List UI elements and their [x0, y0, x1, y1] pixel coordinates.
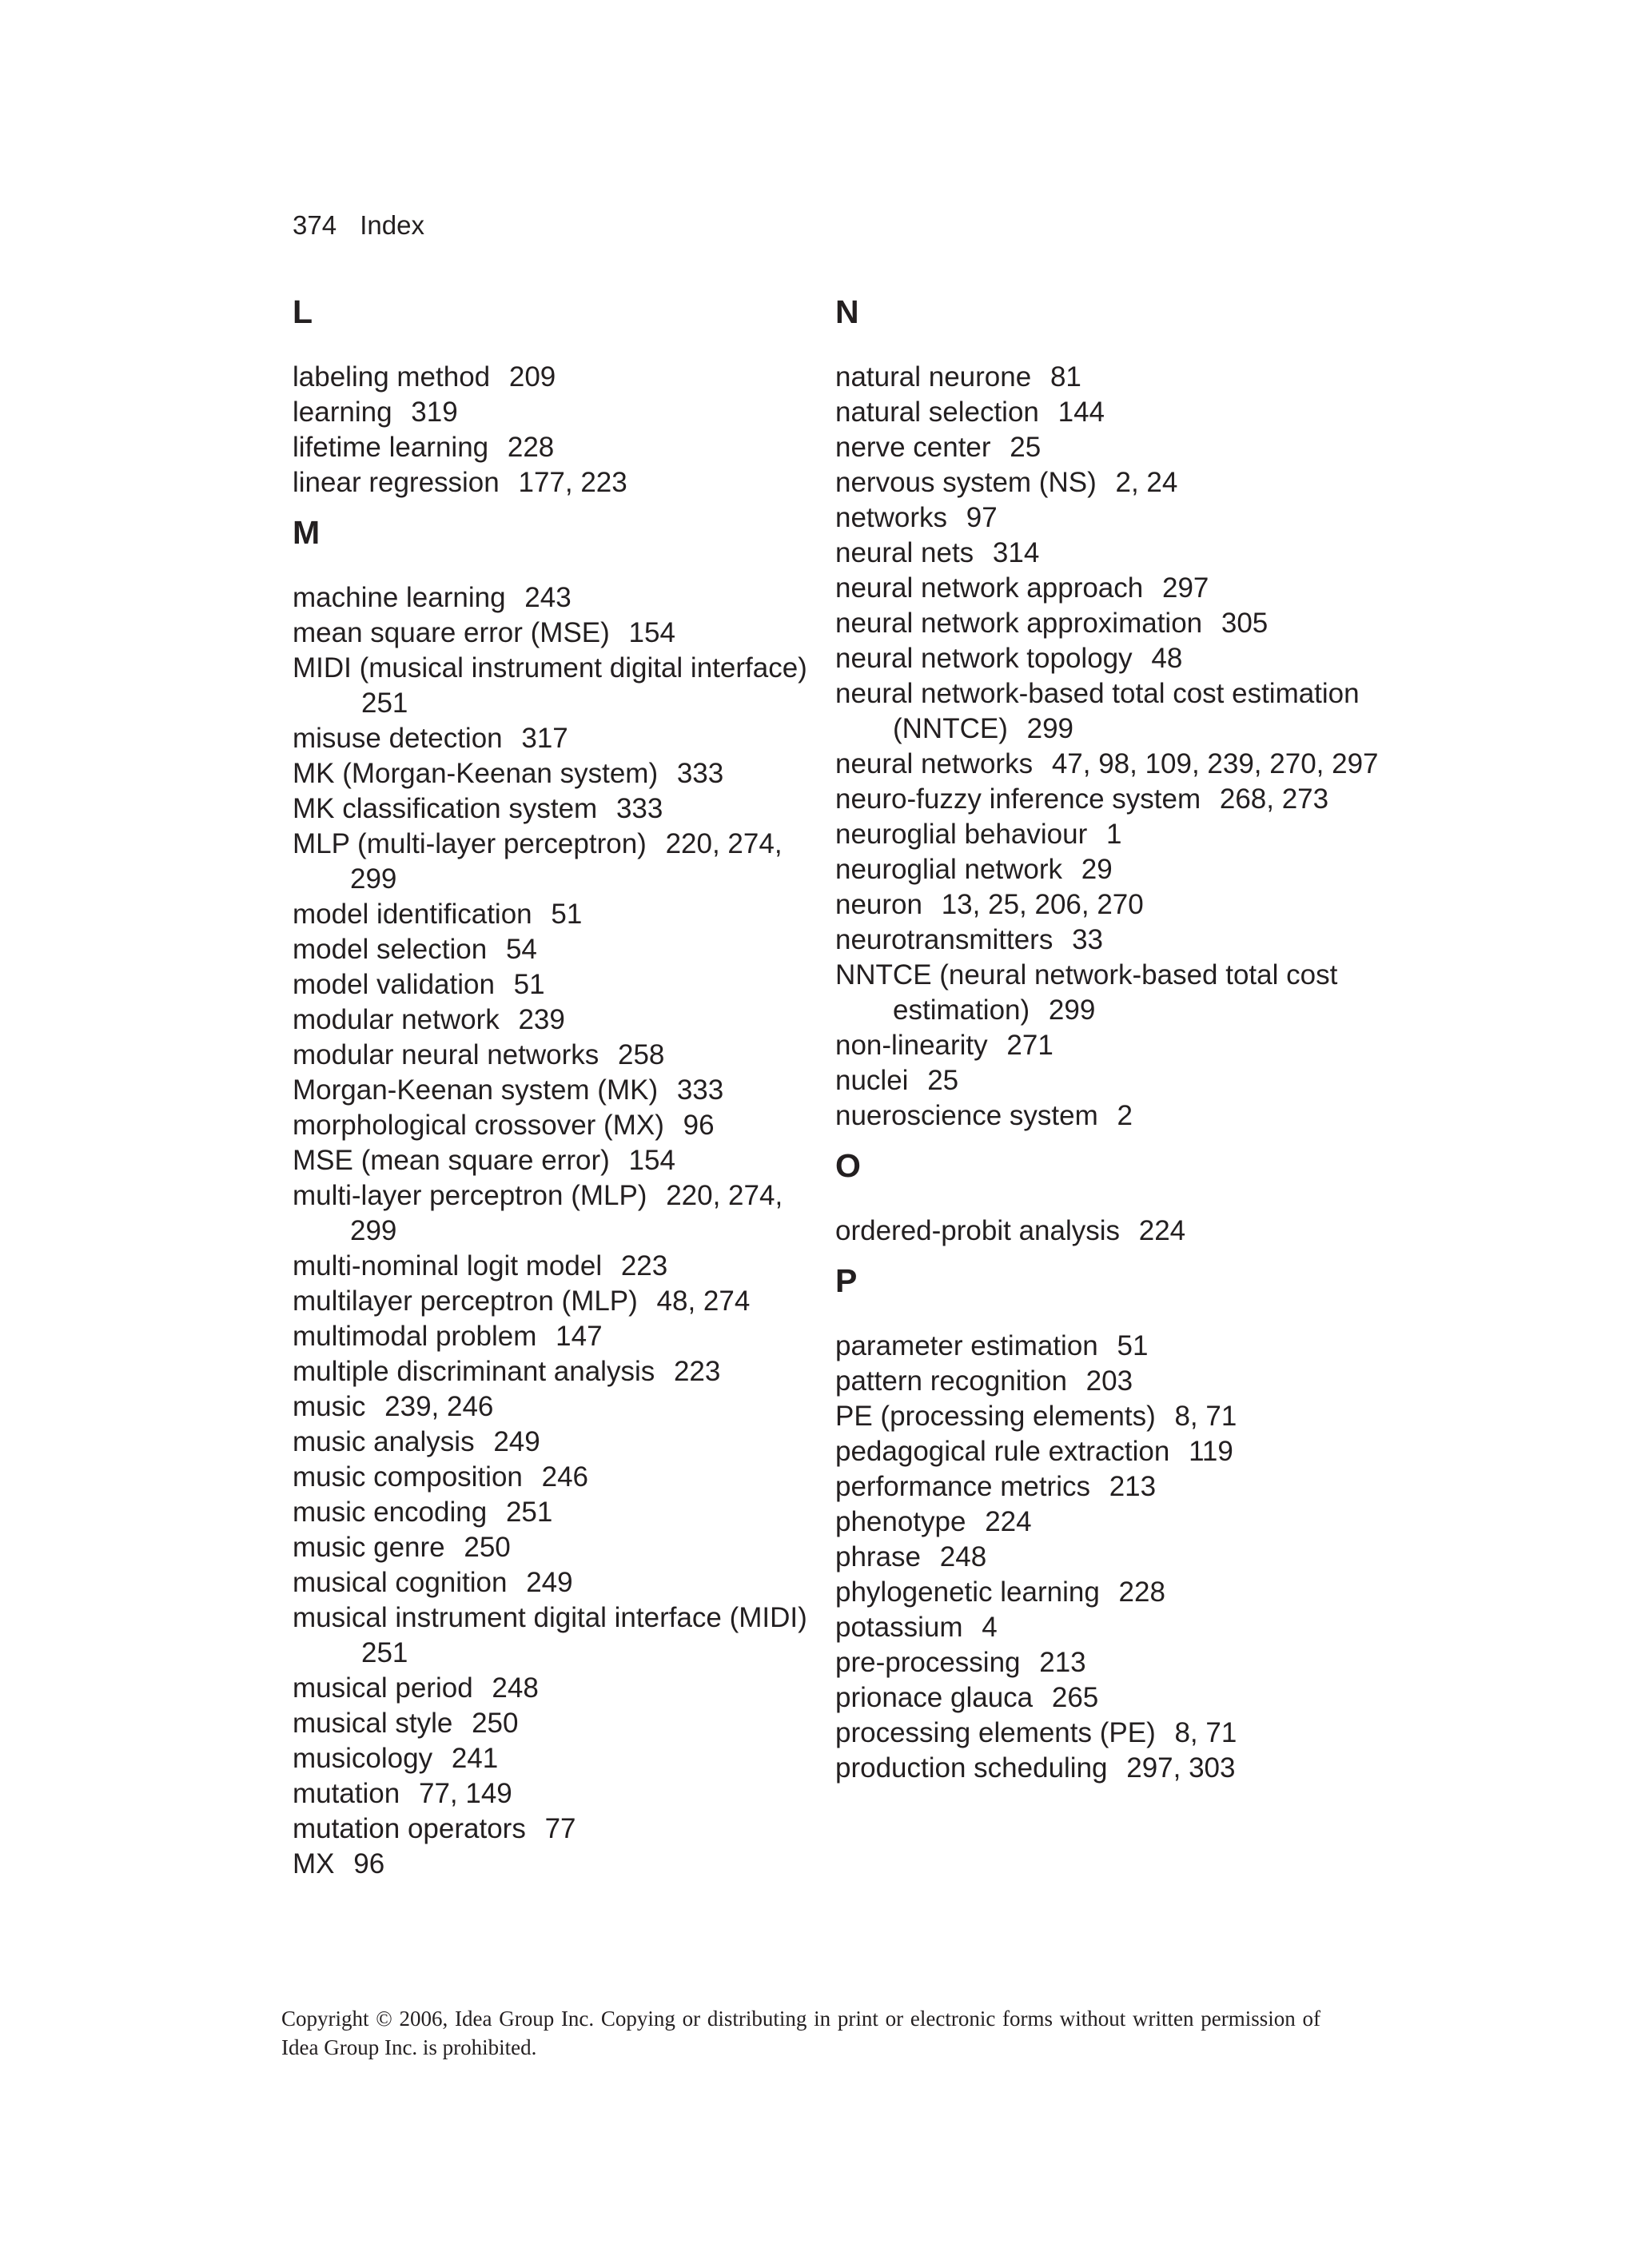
index-term: machine learning — [293, 582, 506, 613]
page-references: 51 — [1117, 1330, 1149, 1361]
index-entry — [293, 932, 820, 967]
index-term: PE (processing elements) — [835, 1401, 1156, 1432]
page-references: 299 — [1026, 713, 1074, 744]
index-term: music encoding — [293, 1497, 488, 1528]
index-entry — [835, 1399, 1387, 1434]
index-term: nerve center — [835, 432, 991, 463]
index-term: performance metrics — [835, 1471, 1090, 1502]
index-term: neural nets — [835, 537, 974, 568]
page-references: 220, 274, 299 — [350, 828, 783, 895]
index-term: multimodal problem — [293, 1321, 537, 1352]
page-references: 268, 273 — [1219, 783, 1329, 815]
index-entry — [835, 606, 1387, 641]
page-references: 154 — [628, 617, 675, 648]
index-term: ordered-probit analysis — [835, 1215, 1121, 1246]
index-term: production scheduling — [835, 1752, 1108, 1784]
page-references: 29 — [1081, 854, 1113, 885]
index-entry — [293, 360, 820, 395]
page-title: Index — [360, 210, 424, 240]
index-entry — [293, 756, 820, 791]
page-references: 147 — [556, 1321, 603, 1352]
index-term: pedagogical rule extraction — [835, 1436, 1170, 1467]
page-references: 2, 24 — [1115, 467, 1178, 498]
index-entry — [835, 641, 1387, 676]
page-references: 228 — [507, 432, 555, 463]
index-entry — [293, 1565, 820, 1600]
index-column-left — [293, 288, 820, 1882]
index-term: phenotype — [835, 1506, 966, 1537]
index-term: learning — [293, 397, 392, 428]
index-entry — [293, 1319, 820, 1354]
page-references: 297, 303 — [1126, 1752, 1236, 1784]
index-term: musical style — [293, 1708, 453, 1739]
index-entry — [835, 676, 1387, 747]
index-term: Morgan-Keenan system (MK) — [293, 1074, 659, 1106]
index-term: pattern recognition — [835, 1365, 1067, 1397]
page-references: 224 — [985, 1506, 1032, 1537]
page-references: 48, 274 — [656, 1285, 751, 1317]
index-term: nuclei — [835, 1065, 909, 1096]
page-references: 250 — [472, 1708, 519, 1739]
index-entry — [835, 1610, 1387, 1645]
page-references: 249 — [493, 1426, 540, 1457]
index-term: MSE (mean square error) — [293, 1145, 610, 1176]
page-references: 177, 223 — [518, 467, 627, 498]
index-entry — [293, 967, 820, 1002]
index-term: modular neural networks — [293, 1039, 599, 1070]
index-term: music — [293, 1391, 366, 1422]
index-entry — [835, 958, 1387, 1028]
page-references: 77, 149 — [418, 1778, 512, 1809]
index-entry — [835, 465, 1387, 500]
page-references: 333 — [615, 793, 663, 824]
index-term: MK (Morgan-Keenan system) — [293, 758, 659, 789]
section-letter: P — [835, 1262, 858, 1299]
page-references: 271 — [1006, 1030, 1053, 1061]
index-entry — [293, 1671, 820, 1706]
section-letter: L — [293, 293, 313, 330]
page-references: 250 — [464, 1532, 511, 1563]
page-number: 374 — [293, 210, 337, 240]
page-references: 54 — [505, 934, 537, 965]
index-entry — [293, 1847, 820, 1882]
page-references: 96 — [353, 1848, 385, 1879]
index-term: MIDI (musical instrument digital interface) — [293, 652, 807, 684]
index-entry — [835, 1505, 1387, 1540]
page-references: 299 — [1048, 994, 1096, 1026]
page-references: 13, 25, 206, 270 — [941, 889, 1144, 920]
page-references: 51 — [551, 899, 583, 930]
index-term: neuro-fuzzy inference system — [835, 783, 1201, 815]
index-entry — [293, 1706, 820, 1741]
index-entry — [293, 395, 820, 430]
index-term: neural network-based total cost estimation (NNTCE) — [835, 678, 1360, 744]
index-entry — [835, 852, 1387, 887]
index-section — [835, 1142, 1387, 1249]
index-term: phrase — [835, 1541, 922, 1572]
index-term: neural network approximation — [835, 608, 1203, 639]
index-term: neuroglial behaviour — [835, 819, 1088, 850]
page-references: 223 — [673, 1356, 721, 1387]
page-references: 265 — [1051, 1682, 1099, 1713]
index-entry — [835, 536, 1387, 571]
page-references: 81 — [1050, 361, 1081, 393]
index-entry — [293, 1741, 820, 1776]
index-term: neurotransmitters — [835, 924, 1053, 955]
index-term: natural neurone — [835, 361, 1032, 393]
page-references: 48 — [1151, 643, 1183, 674]
page-references: 2 — [1117, 1100, 1133, 1131]
index-entry — [293, 1425, 820, 1460]
page-references: 297 — [1161, 572, 1209, 604]
index-term: musical period — [293, 1672, 473, 1704]
page-references: 251 — [361, 1637, 408, 1668]
running-header — [293, 209, 424, 241]
index-term: pre-processing — [835, 1647, 1021, 1678]
index-entry — [835, 500, 1387, 536]
index-term: mean square error (MSE) — [293, 617, 610, 648]
index-entry — [293, 827, 820, 897]
page-references: 154 — [628, 1145, 675, 1176]
index-term: potassium — [835, 1612, 963, 1643]
page-references: 8, 71 — [1174, 1717, 1237, 1748]
index-entry — [293, 616, 820, 651]
page-references: 249 — [526, 1567, 573, 1598]
index-entry — [835, 1028, 1387, 1063]
index-entry — [293, 1249, 820, 1284]
section-letter: M — [293, 514, 321, 551]
index-term: linear regression — [293, 467, 500, 498]
index-term: MX — [293, 1848, 335, 1879]
page-references: 305 — [1221, 608, 1269, 639]
index-term: MLP (multi-layer perceptron) — [293, 828, 647, 859]
index-term: multiple discriminant analysis — [293, 1356, 655, 1387]
page-references: 77 — [544, 1813, 576, 1844]
index-entry — [293, 1354, 820, 1389]
index-term: neural networks — [835, 748, 1034, 779]
index-term: multi-nominal logit model — [293, 1250, 603, 1281]
index-entry — [293, 1143, 820, 1178]
page-references: 241 — [451, 1743, 499, 1774]
index-entry — [835, 1434, 1387, 1469]
page-references: 96 — [683, 1110, 715, 1141]
index-term: nervous system (NS) — [835, 467, 1097, 498]
index-entry — [835, 923, 1387, 958]
index-term: neuroglial network — [835, 854, 1063, 885]
index-entry — [835, 1469, 1387, 1505]
page-references: 97 — [966, 502, 998, 533]
index-entry — [293, 721, 820, 756]
page-references: 25 — [927, 1065, 959, 1096]
index-term: musicology — [293, 1743, 433, 1774]
index-term: labeling method — [293, 361, 491, 393]
index-term: mutation operators — [293, 1813, 526, 1844]
page-references: 243 — [524, 582, 572, 613]
index-section — [293, 288, 820, 500]
index-term: MK classification system — [293, 793, 598, 824]
page-references: 119 — [1189, 1436, 1233, 1467]
page-references: 209 — [508, 361, 556, 393]
index-term: musical cognition — [293, 1567, 508, 1598]
index-term: lifetime learning — [293, 432, 489, 463]
index-entry — [835, 360, 1387, 395]
index-term: mutation — [293, 1778, 400, 1809]
index-entry — [835, 1098, 1387, 1134]
index-term: networks — [835, 502, 948, 533]
index-entry — [835, 1645, 1387, 1680]
index-term: music analysis — [293, 1426, 475, 1457]
index-entry — [835, 747, 1387, 782]
index-term: phylogenetic learning — [835, 1576, 1100, 1608]
index-entry — [835, 571, 1387, 606]
index-entry — [293, 1002, 820, 1038]
page-references: 228 — [1118, 1576, 1165, 1608]
index-entry — [835, 1329, 1387, 1364]
index-entry — [293, 580, 820, 616]
index-entry — [293, 791, 820, 827]
page-references: 1 — [1105, 819, 1122, 850]
index-entry — [835, 887, 1387, 923]
page-references: 203 — [1085, 1365, 1133, 1397]
section-letter: N — [835, 293, 859, 330]
index-entry — [835, 430, 1387, 465]
index-term: multi-layer perceptron (MLP) — [293, 1180, 647, 1211]
index-entry — [293, 1389, 820, 1425]
page-references: 213 — [1039, 1647, 1086, 1678]
page-references: 258 — [617, 1039, 665, 1070]
page-references: 144 — [1057, 397, 1105, 428]
index-term: natural selection — [835, 397, 1039, 428]
index-entry — [293, 1495, 820, 1530]
index-entry — [293, 1038, 820, 1073]
index-entry — [293, 1812, 820, 1847]
page-references: 248 — [939, 1541, 987, 1572]
page-references: 319 — [411, 397, 458, 428]
page-references: 317 — [521, 723, 568, 754]
section-letter: O — [835, 1147, 861, 1184]
page-references: 314 — [992, 537, 1040, 568]
index-entry — [293, 1460, 820, 1495]
index-entry — [293, 1776, 820, 1812]
index-term: neural network topology — [835, 643, 1133, 674]
index-entry — [293, 1178, 820, 1249]
index-entry — [835, 1214, 1387, 1249]
index-term: modular network — [293, 1004, 500, 1035]
index-term: NNTCE (neural network-based total cost estimation) — [835, 959, 1338, 1026]
index-entry — [835, 1540, 1387, 1575]
page-references: 4 — [982, 1612, 998, 1643]
index-term: misuse detection — [293, 723, 503, 754]
index-entry — [835, 1680, 1387, 1716]
index-entry — [293, 1073, 820, 1108]
index-entry — [293, 651, 820, 721]
index-entry — [293, 897, 820, 932]
page-references: 251 — [361, 688, 408, 719]
page-references: 239, 246 — [384, 1391, 494, 1422]
index-term: non-linearity — [835, 1030, 988, 1061]
index-entry — [293, 1284, 820, 1319]
index-term: model validation — [293, 969, 495, 1000]
index-entry — [835, 782, 1387, 817]
index-term: neuron — [835, 889, 922, 920]
index-term: music composition — [293, 1461, 523, 1493]
index-term: parameter estimation — [835, 1330, 1098, 1361]
index-entry — [293, 1600, 820, 1671]
index-entry — [835, 395, 1387, 430]
page-references: 333 — [676, 758, 724, 789]
index-term: morphological crossover (MX) — [293, 1110, 664, 1141]
index-entry — [293, 430, 820, 465]
index-section — [835, 288, 1387, 1134]
index-term: prionace glauca — [835, 1682, 1034, 1713]
index-section — [835, 1257, 1387, 1786]
index-term: neural network approach — [835, 572, 1144, 604]
index-term: model selection — [293, 934, 488, 965]
page-references: 223 — [620, 1250, 668, 1281]
page-references: 220, 274, 299 — [350, 1180, 783, 1246]
page-references: 239 — [518, 1004, 565, 1035]
index-term: music genre — [293, 1532, 445, 1563]
index-term: model identification — [293, 899, 532, 930]
page-references: 246 — [541, 1461, 589, 1493]
index-entry — [835, 1716, 1387, 1751]
page-references: 47, 98, 109, 239, 270, 297 — [1051, 748, 1379, 779]
index-entry — [293, 465, 820, 500]
index-entry — [293, 1530, 820, 1565]
page-references: 8, 71 — [1174, 1401, 1237, 1432]
index-entry — [293, 1108, 820, 1143]
index-term: multilayer perceptron (MLP) — [293, 1285, 638, 1317]
copyright-notice: Copyright © 2006, Idea Group Inc. Copying or distributing in print or electronic forms without written permission of Idea Group Inc. is prohibited. — [281, 2007, 1320, 2059]
page-references: 213 — [1109, 1471, 1157, 1502]
page-references: 224 — [1138, 1215, 1186, 1246]
index-term: musical instrument digital interface (MIDI) — [293, 1602, 807, 1633]
index-entry — [835, 1063, 1387, 1098]
index-entry — [835, 1364, 1387, 1399]
index-term: nueroscience system — [835, 1100, 1098, 1131]
index-entry — [835, 817, 1387, 852]
page-references: 25 — [1010, 432, 1042, 463]
index-column-right — [835, 288, 1387, 1786]
index-entry — [835, 1575, 1387, 1610]
page-references: 251 — [505, 1497, 553, 1528]
page-references: 248 — [492, 1672, 539, 1704]
index-section — [293, 508, 820, 1882]
index-term: processing elements (PE) — [835, 1717, 1156, 1748]
page-references: 51 — [513, 969, 545, 1000]
page-references: 33 — [1072, 924, 1103, 955]
index-entry — [835, 1751, 1387, 1786]
page-references: 333 — [676, 1074, 724, 1106]
